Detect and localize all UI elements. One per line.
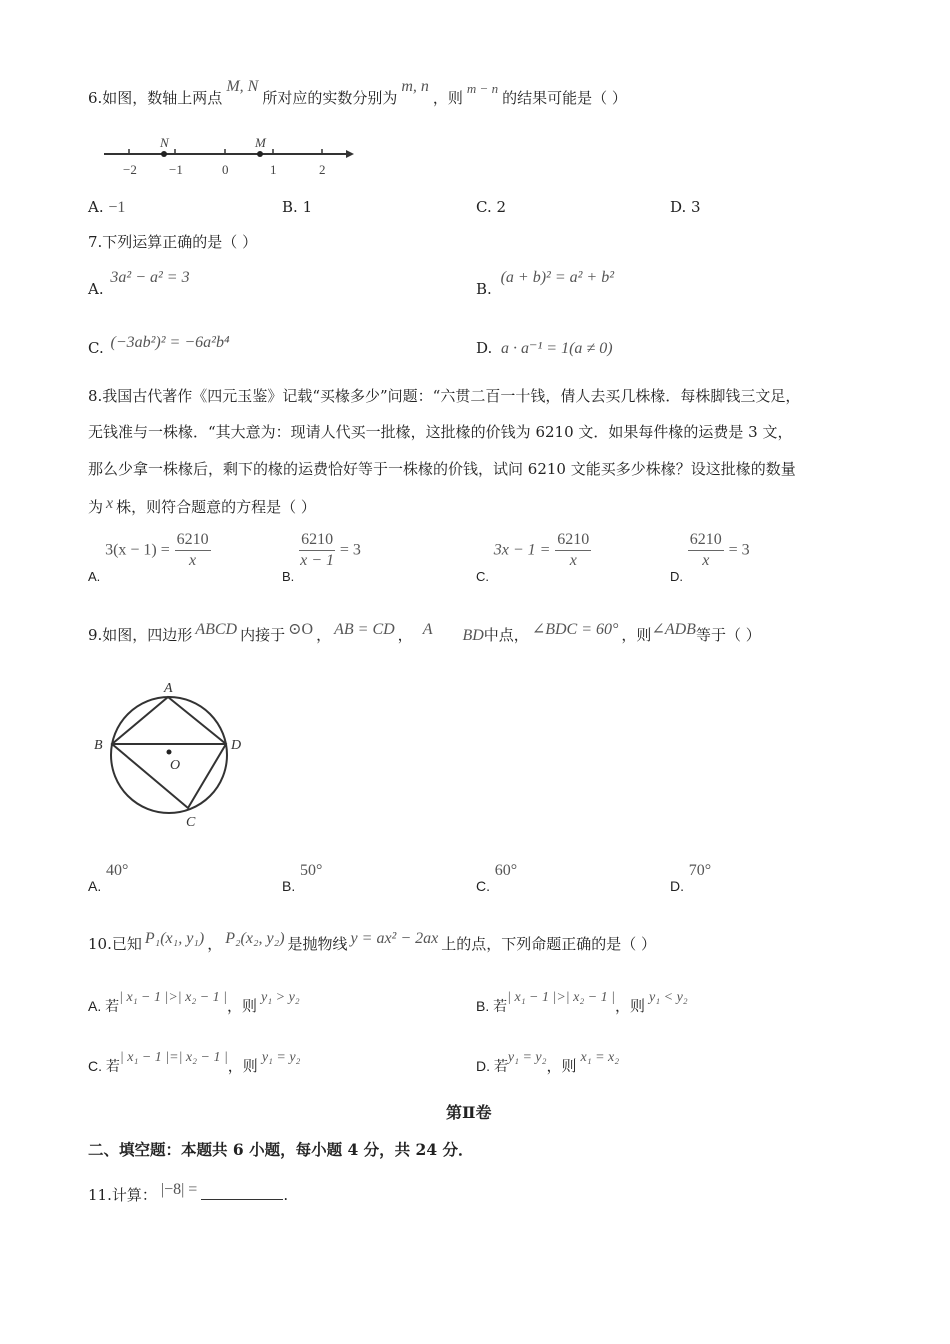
tick-label: 1 [270,162,277,177]
q11-stem: 11.计算： |−8| = . [88,1181,289,1204]
q7-option-c[interactable]: C. (−3ab²)² = −6a²b⁴ [88,334,230,357]
q8-line4: 为 x 株，则符合题意的方程是（ ） [88,495,316,516]
label-o: O [170,758,181,773]
q11-answer-blank[interactable] [201,1185,283,1200]
inscribed-quadrilateral-figure [88,672,258,832]
q10-stem: 10.已知 P₁(x₁, y₁) ， P₂(x₂, y₂) 是抛物线 y = ax² − 2ax 上的点，下列命题正确的是（ ） [88,930,657,953]
label-a: A [164,681,173,696]
q10-option-b[interactable]: B. 若| x₁ − 1 |>| x₂ − 1 |，则 y₁ < y₂ [476,990,688,1015]
circle-o [111,697,227,813]
point-n-label: N [160,135,169,150]
point-n-dot [161,151,167,157]
label-d: D [231,738,242,753]
label-c: C [186,815,196,830]
q6-option-d[interactable]: D. 3 [670,198,701,216]
q7-option-b[interactable]: B. (a + b)² = a² + b² [476,269,615,298]
number-line-figure [98,134,358,184]
section-title: 第Ⅱ卷 [446,1103,492,1122]
q9-stem: 9.如图，四边形 ABCD 内接于 ⊙O ， AB = CD ， A BD中点， ∠BDC = 60° ，则∠ADB等于（ ） [88,621,761,644]
q6-prefix: 6.如图，数轴上两点 [88,89,223,107]
q8-line3: 那么少拿一株椽后，剩下的椽的运费恰好等于一株椽的价钱，试问 6210 文能买多少株椽？设这批椽的数量 [88,460,796,478]
q10-option-c[interactable]: C. 若| x₁ − 1 |=| x₂ − 1 |，则 y₁ = y₂ [88,1050,301,1075]
tick-label: −2 [123,162,137,177]
q6-suffix: 的结果可能是（ ） [502,89,627,107]
q6-option-b[interactable]: B. 1 [282,198,313,216]
tick-label: 2 [319,162,326,177]
q9-option-d[interactable]: D. 70° [670,862,712,894]
q9-option-a[interactable]: A. 40° [88,862,129,894]
q6-expr: m − n [466,81,499,96]
q6-option-a[interactable]: A. −1 [88,198,126,216]
q6-points: M, N [226,78,259,95]
label-b: B [94,738,103,753]
q6-option-c[interactable]: C. 2 [476,198,507,216]
q7-option-a[interactable]: A. 3a² − a² = 3 [88,269,190,298]
point-m-label: M [255,135,266,150]
q10-option-d[interactable]: D. 若y₁ = y₂，则 x₁ = x₂ [476,1050,620,1075]
q8-option-d[interactable]: D. $\frac{6210}{x}$ = 3 [670,531,750,584]
center-o-dot [167,750,172,755]
q8-option-c[interactable]: C. 3x − 1 = $\frac{6210}{x}$ [476,531,590,584]
q8-line2: 无钱准与一株椽．“其大意为：现请人代买一批椽，这批椽的价钱为 6210 文．如果每件椽的运费是 3 文， [88,423,793,441]
section-heading: 二、填空题：本题共 6 小题，每小题 4 分，共 24 分． [88,1140,474,1159]
q9-option-c[interactable]: C. 60° [476,862,518,894]
q7-stem: 7.下列运算正确的是（ ） [88,233,258,251]
q8-line1: 8.我国古代著作《四元玉鉴》记载“买椽多少”问题：“六贯二百一十钱，倩人去买几株椽．每株脚钱三文足， [88,387,801,405]
q8-option-a[interactable]: A. 3(x − 1) = $\frac{6210}{x}$ [88,531,209,584]
q7-option-d[interactable]: D. a · a⁻¹ = 1(a ≠ 0) [476,339,613,357]
tick-label: 0 [222,162,229,177]
q10-option-a[interactable]: A. 若| x₁ − 1 |>| x₂ − 1 |，则 y₁ > y₂ [88,990,300,1015]
q9-option-b[interactable]: B. 50° [282,862,323,894]
tick-label: −1 [169,162,183,177]
q8-option-b[interactable]: B. $\frac{6210}{x - 1}$ = 3 [282,531,361,584]
number-line-arrow [346,150,354,158]
q6-mid2: ，则 [432,89,463,107]
point-m-dot [257,151,263,157]
q6-stem [88,78,627,109]
q6-mid: 所对应的实数分别为 [262,89,398,107]
q6-mn: m, n [401,78,429,95]
